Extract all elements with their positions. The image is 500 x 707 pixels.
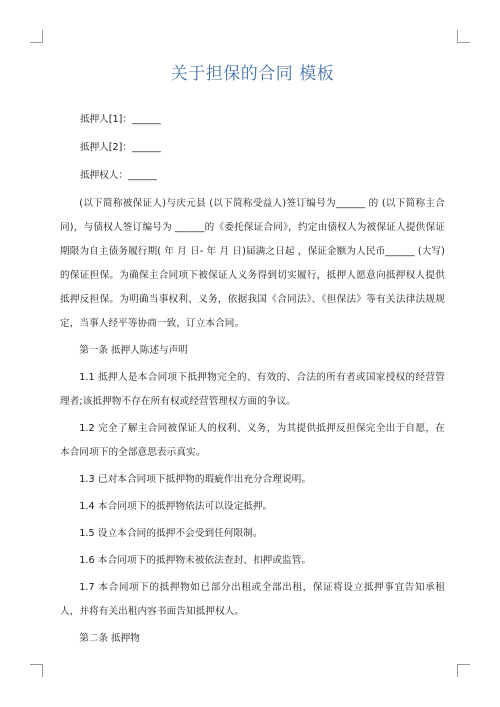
clause-1-4: 1.4 本合同项下的抵押物依法可以设定抵押。 bbox=[79, 501, 273, 512]
document-title: 关于担保的合同 模板 bbox=[170, 64, 335, 84]
document-page bbox=[60, 62, 445, 654]
field-blank: ______ bbox=[131, 142, 161, 153]
section-2-title: 第二条 抵押物 bbox=[79, 633, 140, 644]
clause-1-1: 1.1 抵押人是本合同项下抵押物完全的、有效的、合法的所有者或国家授权的经营管理者;该抵押物不存在所有权或经营管理权方面的争议。 bbox=[60, 372, 445, 407]
field-mortgagor-2 bbox=[80, 140, 445, 156]
clause-1-7: 1.7 本合同项下的抵押物如已部分出租或全部出租，保证将设立抵押事宜告知承租人，并将有关出租内容书面告知抵押权人。 bbox=[60, 582, 445, 617]
field-mortgagor-1 bbox=[80, 112, 445, 128]
field-blank: ______ bbox=[127, 170, 157, 181]
clause-1-5: 1.5 设立本合同的抵押不会受到任何限制。 bbox=[79, 528, 263, 539]
crop-mark-top-right bbox=[457, 30, 470, 43]
field-blank: ______ bbox=[131, 114, 161, 125]
section-1-title: 第一条 抵押人陈述与声明 bbox=[79, 345, 188, 356]
crop-mark-bottom-right bbox=[457, 664, 470, 677]
preamble-paragraph: (以下简称被保证人)与庆元县 (以下简称受益人)签订编号为______ 的 (以下简称主合同)，与债权人签订编号为 ______的《委托保证合同》，约定由债权人为被保证人提供保证期限为自主债务履行期( 年 月 日- 年 月 日)届满之日起 ，保证金额为人民币______ (大写)的保证担保。为确保主合同项下被保证人义务得到切实履行，抵押人愿意向抵押权人提供抵押反担保。为明确当事权利、义务，依据我国《合同法》、《担保法》等有关法律法规规定，当事人经平等协商一致，订立本合同。 bbox=[60, 198, 445, 329]
clause-1-3: 1.3 已对本合同项下抵押物的瑕疵作出充分合理说明。 bbox=[79, 474, 312, 485]
crop-mark-bottom-left bbox=[30, 664, 43, 677]
clause-1-6: 1.6 本合同项下的抵押物未被依法查封、扣押或监管。 bbox=[79, 555, 312, 566]
crop-mark-top-left bbox=[30, 30, 43, 43]
field-label: 抵押权人： bbox=[80, 170, 128, 181]
field-label: 抵押人[2]： bbox=[80, 142, 132, 153]
field-mortgagee bbox=[80, 168, 445, 184]
clause-1-2: 1.2 完全了解主合同被保证人的权利、义务，为其提供抵押反担保完全出于自愿，在本合同项下的全部意思表示真实。 bbox=[60, 423, 445, 458]
field-label: 抵押人[1]： bbox=[80, 114, 132, 125]
